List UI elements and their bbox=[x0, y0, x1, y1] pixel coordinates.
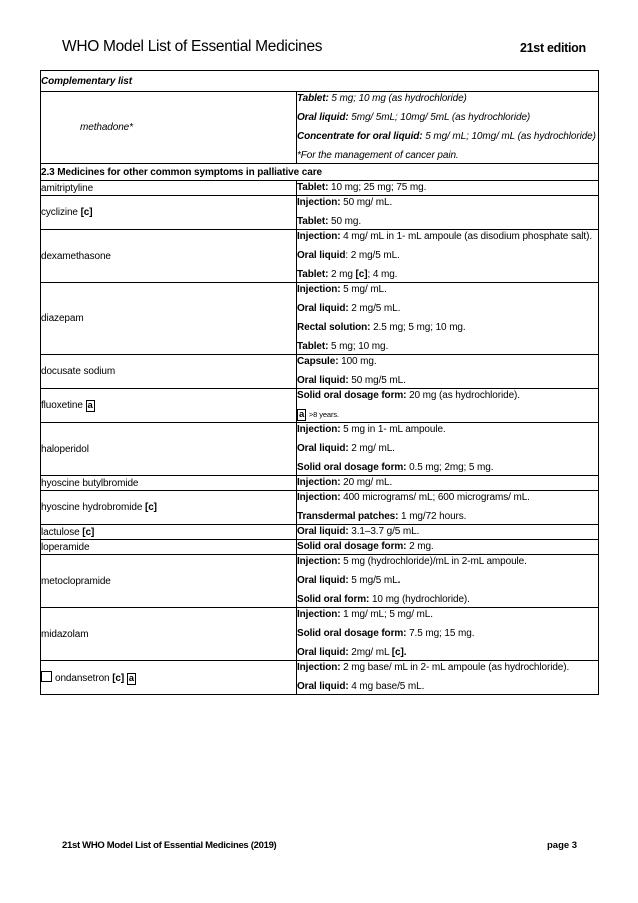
dosage-form-line bbox=[297, 510, 598, 524]
dosage-form-line bbox=[297, 283, 598, 297]
medicine-name-cell bbox=[41, 423, 297, 476]
medicine-name-cell bbox=[41, 283, 297, 355]
medicine-row bbox=[41, 230, 599, 283]
document-title: WHO Model List of Essential Medicines bbox=[62, 38, 323, 55]
edition-label: 21st edition bbox=[520, 41, 586, 55]
medicine-name: dexamethasone bbox=[41, 250, 111, 262]
section-row bbox=[41, 164, 599, 181]
dosage-form-text: 2mg/ mL bbox=[348, 647, 392, 658]
dosage-form-text: 4 mg/ mL in 1- mL ampoule (as disodium phosphate salt). bbox=[340, 231, 593, 242]
children-tag: [c] bbox=[355, 269, 368, 280]
dosage-form-text: 400 micrograms/ mL; 600 micrograms/ mL. bbox=[340, 492, 530, 503]
dosage-form-text: 5 mg/5 mL bbox=[348, 575, 398, 586]
dosage-form-text: 5 mg; 10 mg. bbox=[328, 341, 389, 352]
dosage-form-label: Tablet: bbox=[297, 93, 329, 104]
dosage-form-label: Injection: bbox=[297, 662, 341, 673]
dosage-form-label: Oral liquid: bbox=[297, 681, 349, 692]
dosage-form-line bbox=[297, 355, 598, 369]
dosage-form-line bbox=[297, 661, 598, 675]
medicine-name: loperamide bbox=[41, 541, 90, 553]
dosage-form-label: Tablet: bbox=[297, 341, 329, 352]
children-tag: [c] bbox=[80, 207, 93, 218]
medicine-name: cyclizine bbox=[41, 207, 81, 218]
dosage-form-line bbox=[297, 476, 598, 490]
dosage-form-label: Transdermal patches: bbox=[297, 511, 399, 522]
dosage-form-line bbox=[297, 111, 598, 125]
dosage-form-label: Tablet: bbox=[297, 182, 329, 193]
children-tag: [c] bbox=[112, 672, 125, 684]
dosage-form-line bbox=[297, 408, 598, 422]
dosage-forms bbox=[297, 196, 599, 230]
dosage-form-label: Oral liquid: bbox=[297, 647, 349, 658]
dosage-form-label: Injection: bbox=[297, 609, 341, 620]
dosage-form-line bbox=[297, 130, 598, 144]
dosage-forms bbox=[297, 555, 599, 608]
dosage-form-label: Tablet: bbox=[297, 269, 329, 280]
section-heading: 2.3 Medicines for other common symptoms in palliative care bbox=[41, 164, 599, 181]
medicine-name-cell bbox=[41, 608, 297, 661]
dosage-forms bbox=[297, 476, 599, 491]
medicines-table bbox=[40, 70, 599, 695]
medicine-name: metoclopramide bbox=[41, 575, 111, 587]
medicine-name-cell bbox=[41, 491, 297, 525]
dosage-form-text: . bbox=[397, 575, 401, 586]
dosage-form-text: 7.5 mg; 15 mg. bbox=[406, 628, 475, 639]
medicine-row bbox=[41, 525, 599, 540]
dosage-form-line bbox=[297, 340, 598, 354]
medicine-name: hyoscine hydrobromide bbox=[41, 502, 145, 513]
medicine-name-cell bbox=[41, 389, 297, 423]
dosage-form-text: 100 mg. bbox=[338, 356, 377, 367]
dosage-form-line bbox=[297, 249, 598, 263]
dosage-form-line bbox=[297, 555, 598, 569]
dosage-forms bbox=[297, 661, 599, 695]
dosage-form-text: 10 mg; 25 mg; 75 mg. bbox=[328, 182, 427, 193]
medicine-name-cell bbox=[41, 661, 297, 695]
dosage-form-line bbox=[297, 149, 598, 163]
dosage-form-line bbox=[297, 540, 598, 554]
dosage-form-label: Injection: bbox=[297, 424, 341, 435]
dosage-form-label: Solid oral form: bbox=[297, 594, 370, 605]
medicine-row bbox=[41, 355, 599, 389]
dosage-form-line bbox=[297, 196, 598, 210]
dosage-form-line bbox=[297, 268, 598, 282]
medicine-name-cell bbox=[41, 196, 297, 230]
dosage-forms bbox=[297, 423, 599, 476]
dosage-form-label: Solid oral dosage form: bbox=[297, 628, 407, 639]
dosage-form-label: Capsule: bbox=[297, 356, 339, 367]
dosage-form-text: 1 mg/72 hours. bbox=[398, 511, 467, 522]
dosage-form-line bbox=[297, 491, 598, 505]
dosage-form-label: Injection: bbox=[297, 477, 341, 488]
dosage-form-label: Oral liquid: bbox=[297, 575, 349, 586]
dosage-form-label: Oral liquid: bbox=[297, 526, 349, 537]
medicine-name: haloperidol bbox=[41, 443, 89, 455]
dosage-forms bbox=[297, 608, 599, 661]
dosage-form-text: 5 mg in 1- mL ampoule. bbox=[340, 424, 446, 435]
children-tag: [c] bbox=[82, 526, 95, 538]
dosage-form-line bbox=[297, 574, 598, 588]
age-restriction-text: >8 years. bbox=[308, 410, 340, 419]
dosage-form-label: Concentrate for oral liquid: bbox=[297, 131, 423, 142]
medicine-row bbox=[41, 181, 599, 196]
medicine-name: midazolam bbox=[41, 628, 89, 640]
dosage-form-text: 50 mg/ mL. bbox=[340, 197, 393, 208]
dosage-form-text: 2 mg base/ mL in 2- mL ampoule (as hydrochloride). bbox=[340, 662, 570, 673]
complementary-list-heading: Complementary list bbox=[41, 71, 599, 92]
dosage-form-label: Injection: bbox=[297, 197, 341, 208]
dosage-form-line bbox=[297, 302, 598, 316]
dosage-form-label: Rectal solution: bbox=[297, 322, 371, 333]
dosage-form-text: 2 mg bbox=[328, 269, 356, 280]
dosage-form-text: *For the management of cancer pain. bbox=[297, 150, 459, 161]
dosage-form-label: Oral liquid: bbox=[297, 443, 349, 454]
dosage-forms bbox=[297, 540, 599, 555]
dosage-form-text: 20 mg (as hydrochloride). bbox=[406, 390, 520, 401]
dosage-form-line bbox=[297, 461, 598, 475]
medicine-name-cell bbox=[41, 355, 297, 389]
dosage-form-label: Injection: bbox=[297, 492, 341, 503]
dosage-form-line bbox=[297, 215, 598, 229]
medicine-row bbox=[41, 476, 599, 491]
medicine-row bbox=[41, 540, 599, 555]
medicine-row bbox=[41, 555, 599, 608]
medicine-row bbox=[41, 661, 599, 695]
dosage-form-label: Oral liquid: bbox=[297, 303, 349, 314]
medicine-row bbox=[41, 389, 599, 423]
footer-title: 21st WHO Model List of Essential Medicines (2019) bbox=[62, 840, 277, 851]
dosage-form-text: 0.5 mg; 2mg; 5 mg. bbox=[406, 462, 494, 473]
dosage-form-text: 5 mg/ mL; 10mg/ mL (as hydrochloride) bbox=[422, 131, 596, 142]
dosage-form-label: Solid oral dosage form: bbox=[297, 462, 407, 473]
children-tag: [c] bbox=[144, 502, 157, 513]
medicine-name: amitriptyline bbox=[41, 182, 94, 194]
medicine-name: diazepam bbox=[41, 313, 84, 324]
medicine-name: ondansetron bbox=[55, 672, 113, 684]
dosage-form-text: 4 mg base/5 mL. bbox=[348, 681, 425, 692]
medicine-row bbox=[41, 92, 599, 164]
dosage-form-line bbox=[297, 230, 598, 244]
medicine-name-cell bbox=[41, 555, 297, 608]
dosage-form-text: 5 mg/ mL. bbox=[340, 284, 387, 295]
dosage-form-line bbox=[297, 442, 598, 456]
dosage-form-label: Solid oral dosage form: bbox=[297, 390, 407, 401]
dosage-form-label: Tablet: bbox=[297, 216, 329, 227]
dosage-form-text: 20 mg/ mL. bbox=[340, 477, 393, 488]
dosage-form-label: Solid oral dosage form: bbox=[297, 541, 407, 552]
dosage-forms bbox=[297, 181, 599, 196]
dosage-form-text: 3.1–3.7 g/5 mL. bbox=[348, 526, 420, 537]
dosage-forms bbox=[297, 230, 599, 283]
dosage-form-text: 1 mg/ mL; 5 mg/ mL. bbox=[340, 609, 433, 620]
dosage-form-label: Injection: bbox=[297, 556, 341, 567]
dosage-form-text: 5 mg (hydrochloride)/mL in 2-mL ampoule. bbox=[340, 556, 527, 567]
dosage-form-line bbox=[297, 181, 598, 195]
medicine-name-cell bbox=[41, 230, 297, 283]
dosage-form-label: Injection: bbox=[297, 284, 341, 295]
dosage-forms bbox=[297, 355, 599, 389]
dosage-form-line bbox=[297, 389, 598, 403]
dosage-form-text: ; 4 mg. bbox=[367, 269, 398, 280]
dosage-form-text: 2 mg/5 mL. bbox=[348, 303, 401, 314]
dosage-form-line bbox=[297, 627, 598, 641]
medicine-row bbox=[41, 283, 599, 355]
medicine-name-cell bbox=[41, 476, 297, 491]
dosage-form-text: 5 mg; 10 mg (as hydrochloride) bbox=[328, 93, 467, 104]
dosage-form-text: [c]. bbox=[391, 647, 407, 658]
dosage-forms bbox=[297, 283, 599, 355]
dosage-form-line bbox=[297, 593, 598, 607]
age-restriction-box: a bbox=[299, 409, 305, 420]
square-box-icon bbox=[41, 671, 52, 682]
medicine-name: hyoscine butylbromide bbox=[41, 477, 139, 489]
dosage-form-label: Oral liquid bbox=[297, 250, 346, 261]
medicine-name-cell bbox=[41, 181, 297, 196]
dosage-form-line bbox=[297, 646, 598, 660]
dosage-forms bbox=[297, 389, 599, 423]
dosage-form-text: 50 mg/5 mL. bbox=[348, 375, 406, 386]
dosage-form-label: Oral liquid: bbox=[297, 112, 349, 123]
medicine-row bbox=[41, 608, 599, 661]
dosage-form-line bbox=[297, 92, 598, 106]
medicine-row bbox=[41, 196, 599, 230]
medicine-name: docusate sodium bbox=[41, 366, 116, 377]
dosage-form-line bbox=[297, 680, 598, 694]
dosage-form-label: Injection: bbox=[297, 231, 341, 242]
medicine-name-cell bbox=[41, 540, 297, 555]
dosage-form-text: 50 mg. bbox=[328, 216, 361, 227]
age-restriction-box: a bbox=[87, 399, 93, 411]
dosage-forms bbox=[297, 92, 599, 164]
dosage-form-text: 10 mg (hydrochloride). bbox=[369, 594, 470, 605]
dosage-forms bbox=[297, 525, 599, 540]
medicine-name: fluoxetine bbox=[41, 399, 86, 411]
page-number: page 3 bbox=[547, 840, 578, 851]
dosage-forms bbox=[297, 491, 599, 525]
dosage-form-text: 5mg/ 5mL; 10mg/ 5mL (as hydrochloride) bbox=[348, 112, 531, 123]
medicine-name-cell bbox=[41, 525, 297, 540]
medicine-row bbox=[41, 491, 599, 525]
dosage-form-label: Oral liquid: bbox=[297, 375, 349, 386]
dosage-form-text: 2 mg/ mL. bbox=[348, 443, 395, 454]
dosage-form-line bbox=[297, 374, 598, 388]
complementary-list-row bbox=[41, 71, 599, 92]
dosage-form-line bbox=[297, 608, 598, 622]
age-restriction-box: a bbox=[128, 672, 134, 684]
medicine-row bbox=[41, 423, 599, 476]
dosage-form-text: 2.5 mg; 5 mg; 10 mg. bbox=[370, 322, 466, 333]
dosage-form-line bbox=[297, 321, 598, 335]
dosage-form-line bbox=[297, 525, 598, 539]
dosage-form-text: : 2 mg/5 mL. bbox=[345, 250, 400, 261]
medicine-name: methadone* bbox=[41, 92, 297, 164]
dosage-form-line bbox=[297, 423, 598, 437]
medicine-name: lactulose bbox=[41, 526, 83, 538]
dosage-form-text: 2 mg. bbox=[406, 541, 434, 552]
